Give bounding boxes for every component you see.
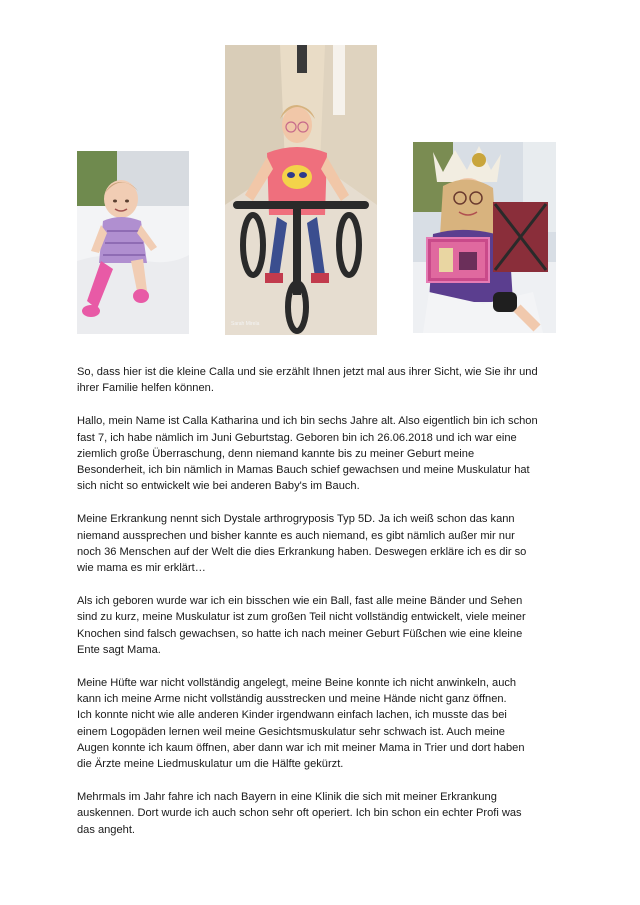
text-line: niemand aussprechen und bisher kannte es auch niemand, es gibt nämlich außer mir nur xyxy=(77,529,515,542)
text-line: auskennen. Dort wurde ich auch schon sehr oft operiert. Ich bin schon ein echter Profi was xyxy=(77,807,522,820)
paragraph-greeting xyxy=(77,413,567,494)
photo-girl-with-crown xyxy=(413,142,556,333)
text-line: Meine Hüfte war nicht vollständig angelegt, meine Beine konnte ich nicht anwinkeln, auch xyxy=(77,677,517,690)
text-line: wie mama es mir erklärt… xyxy=(77,562,206,575)
crown-photo-illustration xyxy=(413,142,556,333)
paragraph-intro xyxy=(77,364,567,396)
toddler-photo-illustration xyxy=(77,151,189,334)
text-line: Als ich geboren wurde war ich ein bisschen wie ein Ball, fast alle meine Bänder und Sehen xyxy=(77,595,523,608)
text-line: ihrer Familie helfen können. xyxy=(77,382,214,395)
text-line: einem Logopäden lernen weil meine Gesichtsmuskulatur sehr schwach ist. Auch meine xyxy=(77,725,505,738)
text-line: das angeht. xyxy=(77,823,135,836)
text-line: sich nicht so entwickelt wie bei anderen Baby's im Bauch. xyxy=(77,480,360,493)
text-line: Hallo, mein Name ist Calla Katharina und ich bin sechs Jahre alt. Also eigentlich bin ich schon xyxy=(77,415,538,428)
photo-toddler-hospital-bed xyxy=(77,151,189,334)
story-text xyxy=(77,364,567,855)
text-line: Besonderheit, ich bin nämlich in Mamas Bauch schief gewachsen und meine Muskulatur hat xyxy=(77,464,530,477)
tricycle-photo-illustration xyxy=(225,45,377,335)
photo-watermark: Sarah Mirela xyxy=(231,321,260,327)
text-line: ziemlich große Überraschung, denn niemand kannte bis zu meiner Geburt meine xyxy=(77,447,475,460)
text-line: Augen konnte ich kaum öffnen, aber dann war ich mit meiner Mama in Trier und dort haben xyxy=(77,741,525,754)
text-line: die Ärzte meine Liedmuskulatur um die Hälfte gekürzt. xyxy=(77,758,344,771)
text-line: kann ich meine Arme nicht vollständig ausstrecken und meine Hände nicht ganz öffnen. xyxy=(77,693,507,706)
paragraph-diagnosis xyxy=(77,511,567,576)
text-line: Ente sagt Mama. xyxy=(77,643,161,656)
text-line: Ich konnte nicht wie alle anderen Kinder irgendwann einfach lachen, ich musste das bei xyxy=(77,709,507,722)
paragraph-clinic xyxy=(77,789,567,838)
text-line: sind zu kurz, meine Muskulatur ist zum großen Teil nicht vollständig entwickelt, viele meiner xyxy=(77,611,526,624)
text-line: Meine Erkrankung nennt sich Dystale arthrogryposis Typ 5D. Ja ich weiß schon das kann xyxy=(77,513,515,526)
text-line: Knochen sind falsch gewachsen, so hatte ich nach meiner Geburt Füßchen wie eine kleine xyxy=(77,627,523,640)
text-line: So, dass hier ist die kleine Calla und sie erzählt Ihnen jetzt mal aus ihrer Sicht, wie Sie ihr und xyxy=(77,366,538,378)
paragraph-symptoms xyxy=(77,675,567,772)
paragraph-birth xyxy=(77,593,567,658)
text-line: noch 36 Menschen auf der Welt die dies Erkrankung haben. Deswegen erkläre ich es dir so xyxy=(77,545,527,558)
photo-girl-on-tricycle xyxy=(225,45,377,335)
text-line: fast 7, ich habe nämlich im Juni Geburtstag. Geboren bin ich 26.06.2018 und ich war eine xyxy=(77,431,517,444)
text-line: Mehrmals im Jahr fahre ich nach Bayern in eine Klinik die sich mit meiner Erkrankung xyxy=(77,791,497,804)
